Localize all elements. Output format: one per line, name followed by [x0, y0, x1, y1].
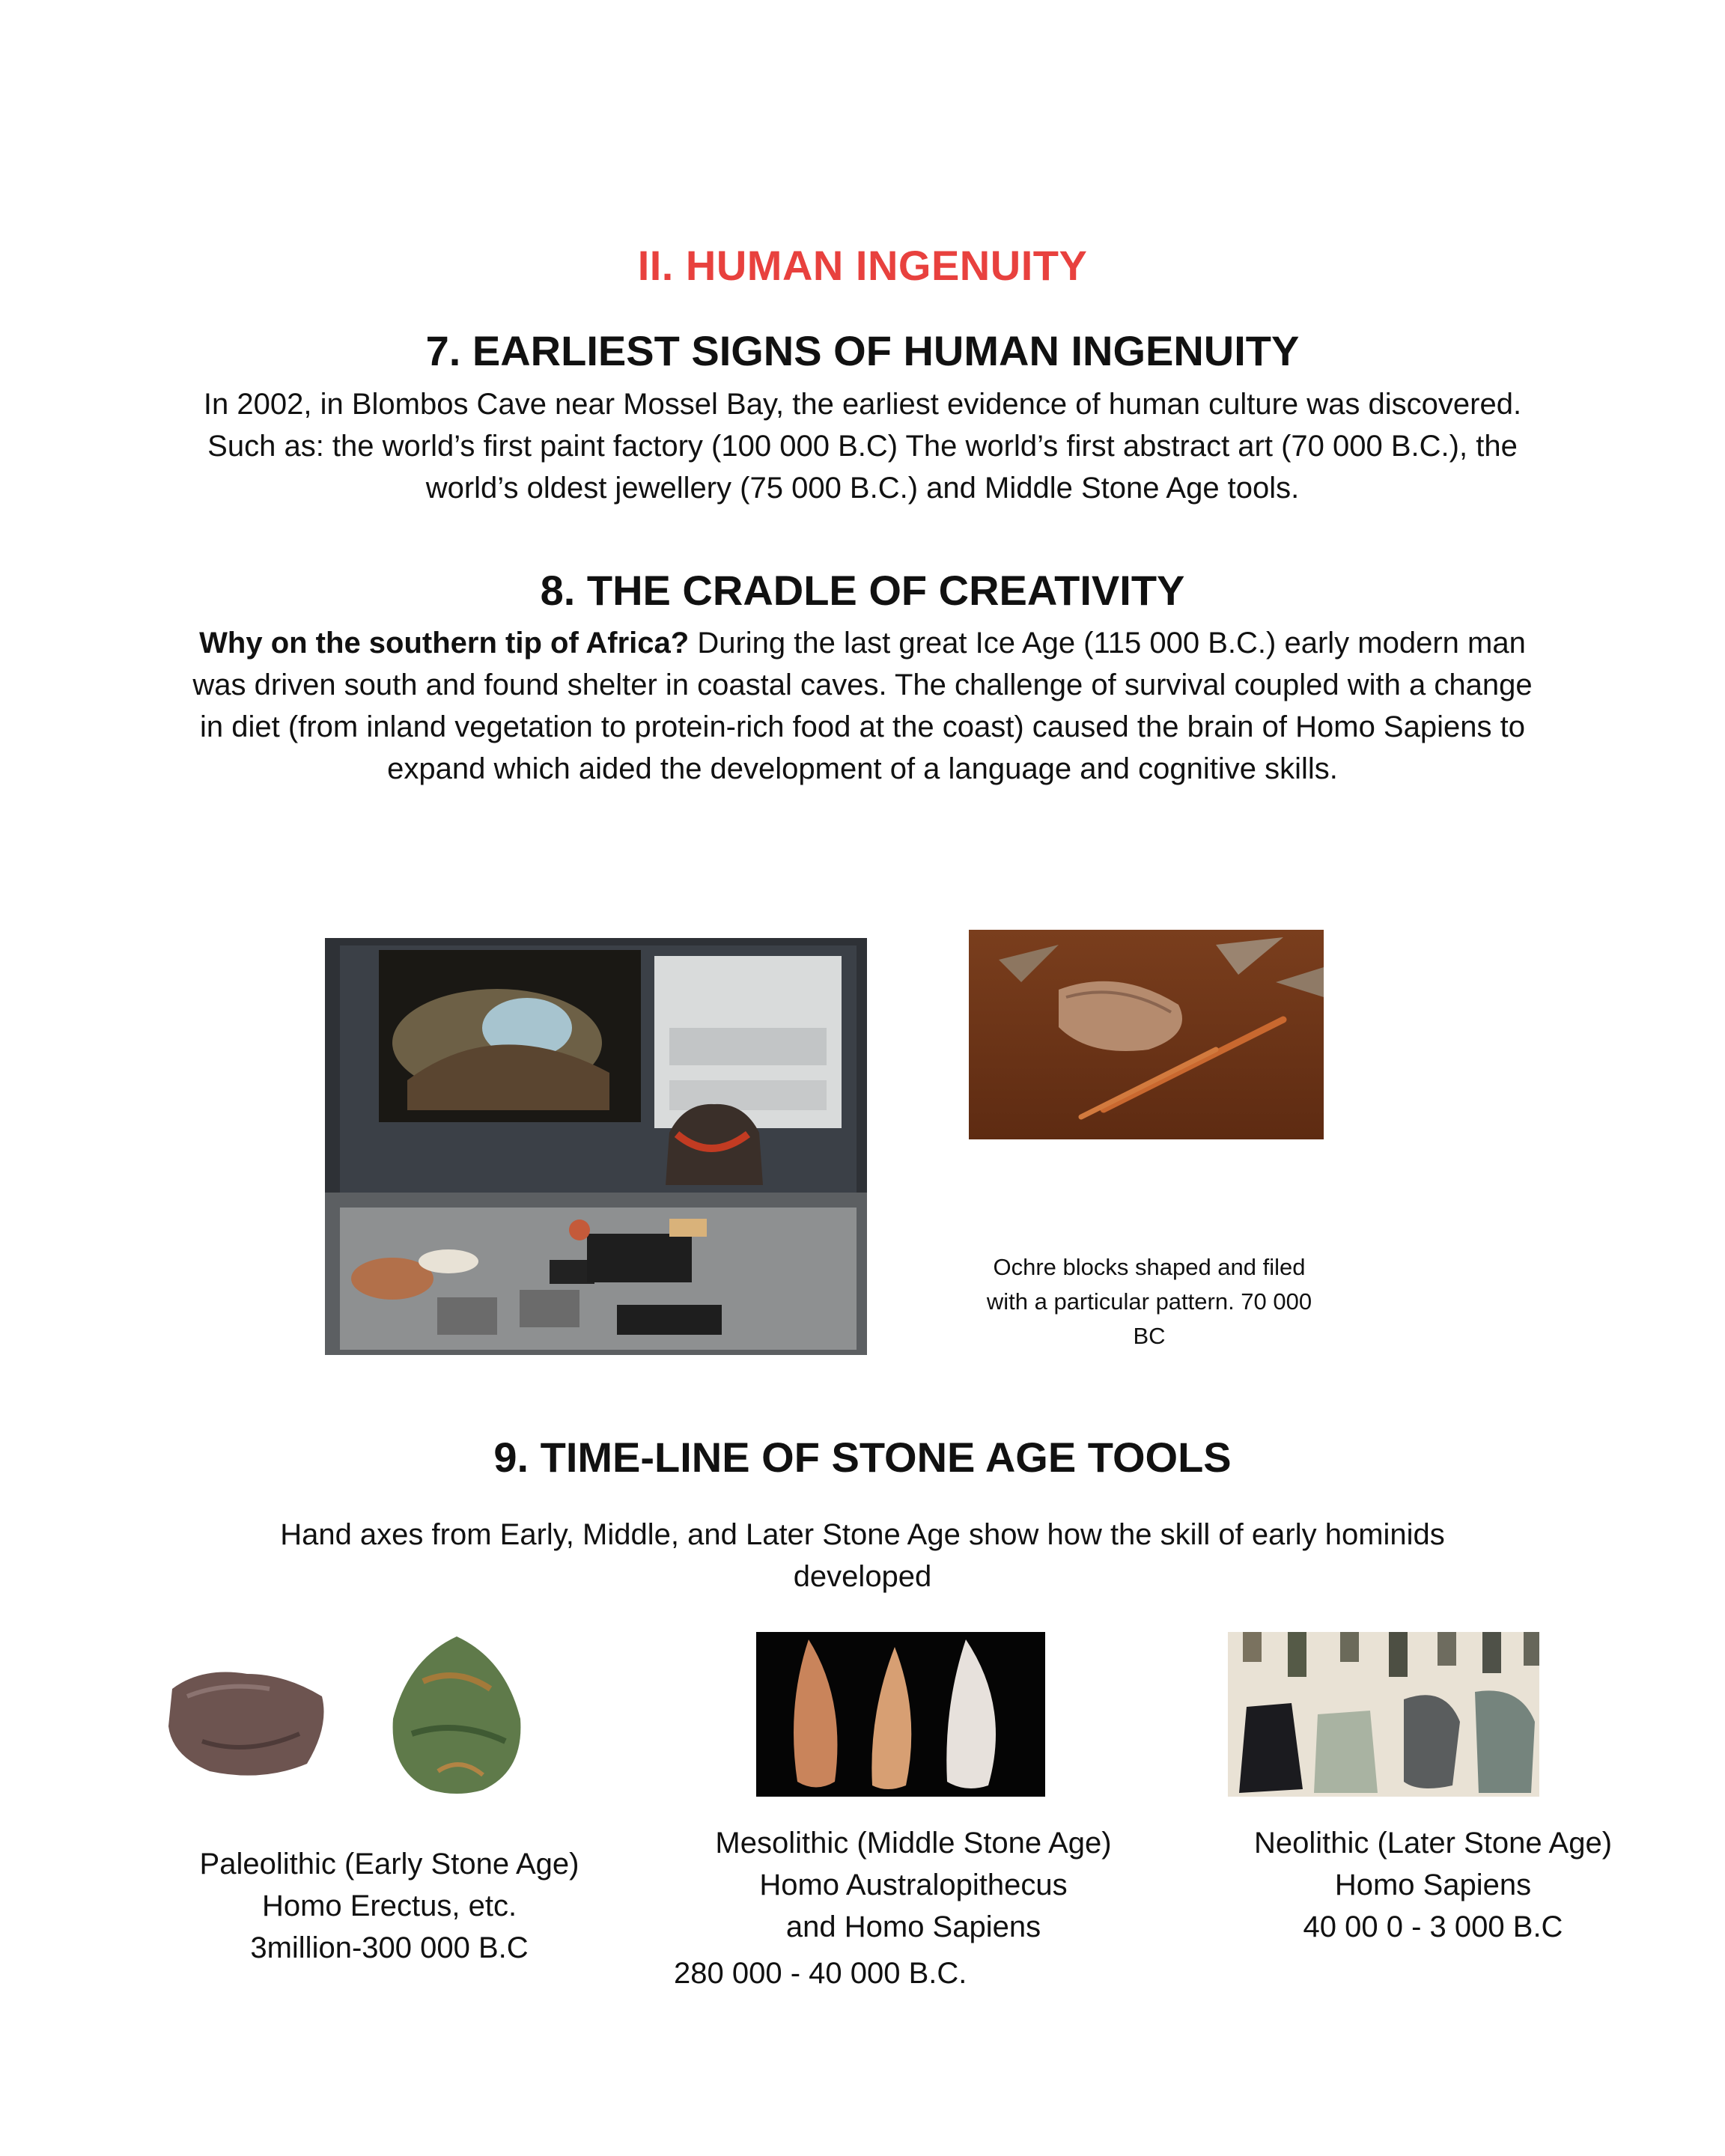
- section8-lead: Why on the southern tip of Africa?: [199, 627, 690, 660]
- neolithic-caption: [1193, 1822, 1673, 1948]
- section7-title: 7. EARLIEST SIGNS OF HUMAN INGENUITY: [425, 327, 1300, 374]
- paleolithic-caption: [150, 1843, 629, 1969]
- neolithic-axes-image: [1228, 1632, 1539, 1797]
- mesolithic-caption: [674, 1822, 1153, 1948]
- section8-body: [187, 622, 1538, 790]
- paleolithic-period: Paleolithic (Early Stone Age): [199, 1848, 579, 1881]
- section8-title: 8. THE CRADLE OF CREATIVITY: [540, 567, 1185, 614]
- mesolithic-dates: 280 000 - 40 000 B.C.: [674, 1957, 967, 1990]
- mesolithic-species-2: and Homo Sapiens: [785, 1910, 1041, 1943]
- section7-body: In 2002, in Blombos Cave near Mossel Bay, the earliest evidence of human culture was discovered. Such as: the world’s first paint factory (100 000 B.C) The world’s first abstract art (70 000 B.C.), the world’s oldest jewellery (75 000 B.C.) and Middle Stone Age tools.: [203, 388, 1522, 505]
- mesolithic-species: Homo Australopithecus: [759, 1869, 1068, 1901]
- ochre-blocks-photo: [969, 930, 1324, 1139]
- ochre-caption: Ochre blocks shaped and filed with a particular pattern. 70 000 BC: [986, 1254, 1312, 1349]
- paleolithic-stone-image: [157, 1651, 337, 1786]
- neolithic-dates: 40 00 0 - 3 000 B.C: [1303, 1910, 1563, 1943]
- section9-title: 9. TIME-LINE OF STONE AGE TOOLS: [493, 1434, 1232, 1481]
- section9-intro: Hand axes from Early, Middle, and Later Stone Age show how the skill of early hominids developed: [280, 1518, 1445, 1593]
- section8-text: During the last great Ice Age (115 000 B.C.) early modern man was driven south and found shelter in coastal caves. The challenge of survival coupled with a change in diet (from inland vegetation to protein-rich food at the coast) caused the brain of Homo Sapiens to expand which aided the development of a language and cognitive skills.: [192, 627, 1533, 785]
- paleolithic-handaxe-image: [378, 1629, 535, 1797]
- neolithic-period: Neolithic (Later Stone Age): [1253, 1827, 1613, 1860]
- mesolithic-points-image: [756, 1632, 1045, 1797]
- paleolithic-dates: 3million-300 000 B.C: [250, 1931, 529, 1964]
- blombos-display-photo: [325, 938, 867, 1355]
- neolithic-species: Homo Sapiens: [1334, 1869, 1532, 1901]
- paleolithic-species: Homo Erectus, etc.: [261, 1889, 517, 1922]
- section-heading: II. HUMAN INGENUITY: [637, 242, 1088, 289]
- mesolithic-period: Mesolithic (Middle Stone Age): [715, 1827, 1112, 1860]
